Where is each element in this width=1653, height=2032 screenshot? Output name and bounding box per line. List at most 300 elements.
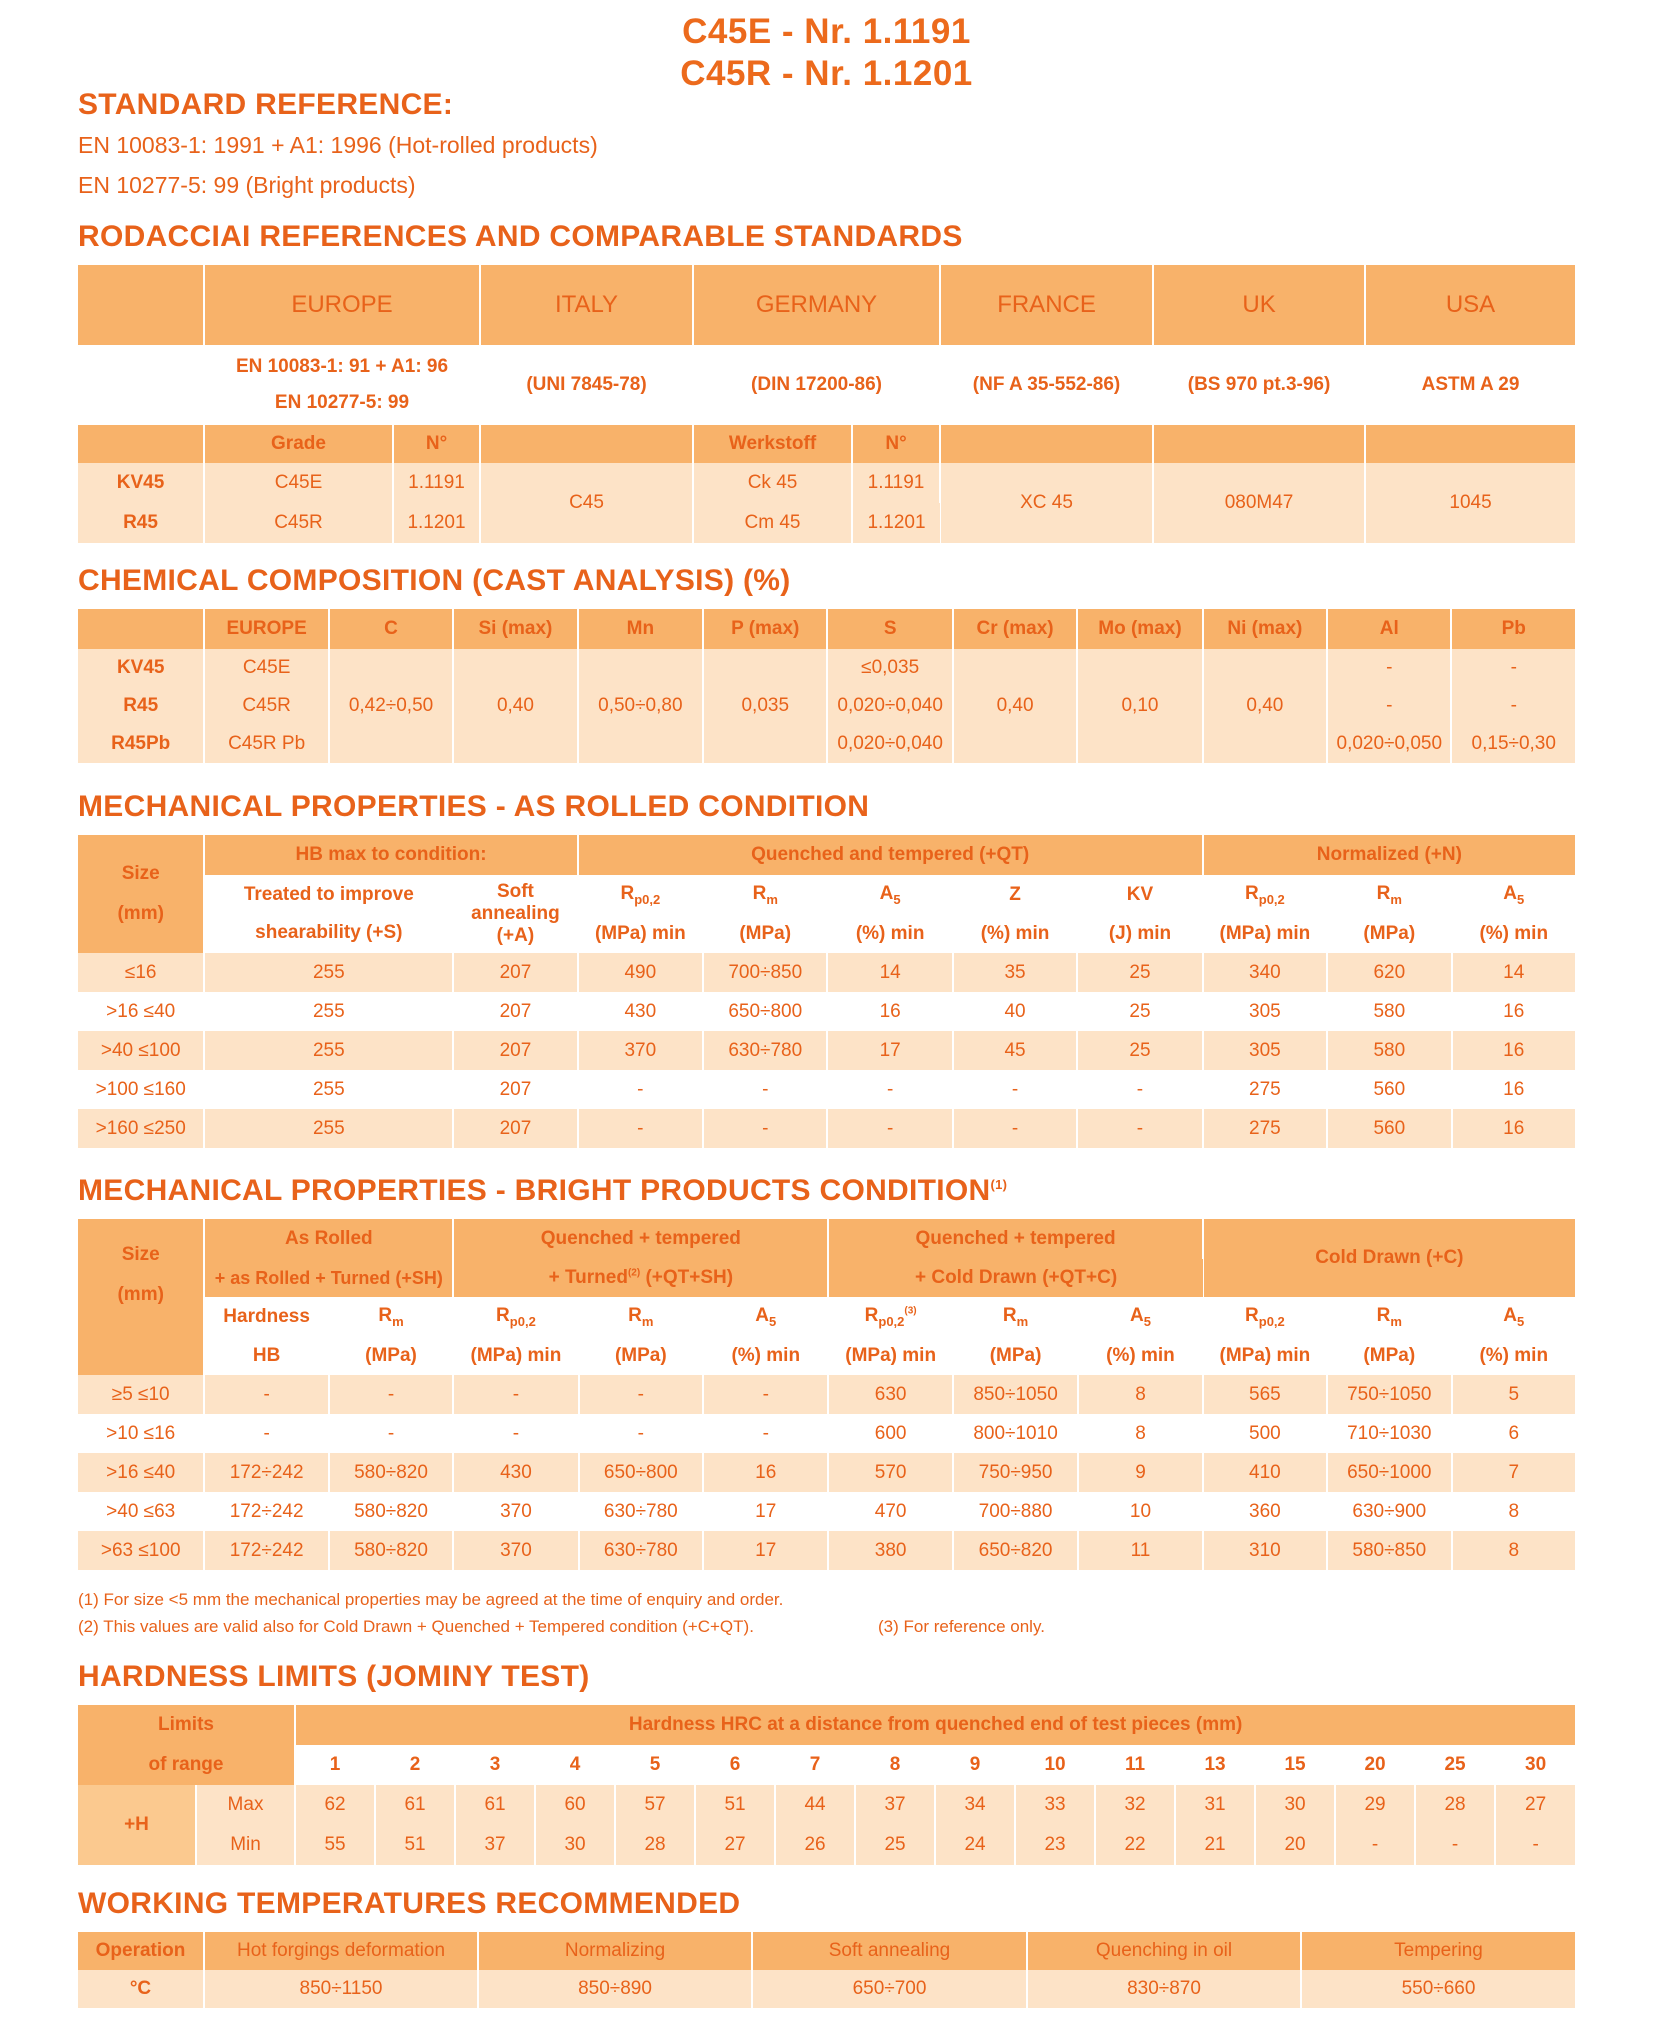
value-cell: 630÷780 (579, 1492, 703, 1531)
hrc-min-cell: - (1532, 1834, 1539, 1855)
distance-cell: 6 (695, 1745, 775, 1785)
value-cell: 275 (1203, 1109, 1327, 1148)
table-row (78, 1031, 1575, 1070)
value-cell: 560 (1327, 1070, 1451, 1109)
value-cell: 580 (1327, 1031, 1451, 1070)
hrc-min-cell: - (1335, 1825, 1415, 1865)
chem-header: Mo (max) (1077, 609, 1202, 649)
chem-header: P (max) (703, 609, 827, 649)
sub-header-werkstoff: Werkstoff (693, 425, 852, 463)
value-cell: 430 (453, 1453, 578, 1492)
lead-value: 0,15÷0,30 (1471, 733, 1556, 754)
value-cell: 255 (204, 1031, 453, 1070)
group-qt-turned-sub: + Turned$^{(2)}$ (+QT+SH) (453, 1259, 828, 1297)
size-cell: ≥5 ≤10 (78, 1375, 204, 1414)
value-cell: 17 (703, 1492, 828, 1531)
col-rm: $R_m$ (329, 1297, 453, 1337)
operation-cell: Soft annealing (752, 1932, 1027, 1970)
value-cell: 700÷850 (703, 953, 827, 992)
limits-label: Limits (158, 1714, 214, 1735)
value-cell: 380 (828, 1531, 952, 1570)
value-cell: 630÷780 (579, 1531, 703, 1570)
col-a5: $A_5$ (1078, 1297, 1202, 1337)
uk-standard: (BS 970 pt.3-96) (1153, 345, 1365, 425)
value-cell: 17 (703, 1531, 828, 1570)
value-cell: 255 (204, 1070, 453, 1109)
value-cell: 7 (1508, 1461, 1520, 1483)
unit-celsius: °C (78, 1970, 204, 2008)
value-cell: 207 (453, 992, 577, 1031)
jominy-table (78, 1705, 1575, 1865)
hrc-max-cell: 32 (1095, 1785, 1175, 1825)
value-cell: 207 (453, 1070, 577, 1109)
col-rp: $R_{p0,2}$ (578, 875, 703, 915)
value-cell: 410 (1203, 1453, 1327, 1492)
size-cell: ≤16 (78, 953, 204, 992)
value-cell: 620 (1327, 953, 1451, 992)
value-cell: - (953, 1070, 1077, 1109)
distance-cell: 11 (1095, 1745, 1175, 1785)
value-cell: 800÷1010 (953, 1414, 1078, 1453)
grade-cell: C45R (204, 503, 393, 543)
value-cell: 580 (1327, 992, 1451, 1031)
uk-grade: 080M47 (1153, 463, 1365, 543)
value-cell: 500 (1203, 1414, 1327, 1453)
unit-label: HB (204, 1337, 328, 1375)
value-cell: - (827, 1070, 952, 1109)
value-cell: 650÷1000 (1327, 1453, 1451, 1492)
chem-header: S (827, 609, 952, 649)
value-cell: 8 (1078, 1414, 1202, 1453)
max-label: Max (196, 1785, 295, 1825)
unit-label: (MPa) (579, 1337, 703, 1375)
sulfur-value: ≤0,035 (827, 649, 952, 687)
value-cell: - (329, 1414, 453, 1453)
europe-grade: C45R Pb (204, 725, 328, 763)
value-cell: - (453, 1414, 578, 1453)
value-cell: 25 (1077, 953, 1202, 992)
group-normalized: Normalized (+N) (1316, 844, 1462, 865)
jominy-min-row (78, 1825, 1575, 1865)
rodacciai-ref: R45Pb (78, 725, 204, 763)
lead-value: - (1510, 695, 1517, 716)
lead-value: - (1510, 657, 1517, 678)
mech-bright-rows (78, 1375, 1575, 1570)
value-cell: 10 (1078, 1492, 1202, 1531)
chem-header: Si (max) (453, 609, 577, 649)
value-cell: 172÷242 (204, 1531, 328, 1570)
unit-label: (MPa) (1327, 1337, 1451, 1375)
value-cell: 25 (1077, 992, 1202, 1031)
size-cell: >16 ≤40 (78, 992, 204, 1031)
value-cell: 580÷820 (329, 1492, 453, 1531)
hrc-min-cell: 51 (375, 1825, 455, 1865)
distance-cell: 10 (1015, 1745, 1095, 1785)
value-cell: 600 (828, 1414, 952, 1453)
section-title-mech-bright: MECHANICAL PROPERTIES - BRIGHT PRODUCTS CONDITION$^{(1)}$ (78, 1174, 1008, 1207)
value-cell: 17 (827, 1031, 952, 1070)
col-rp: $R_{p0,2}$ (1203, 875, 1327, 915)
standard-line: EN 10083-1: 1991 + A1: 1996 (Hot-rolled products) (78, 132, 598, 158)
operation-cell: Tempering (1394, 1940, 1483, 1961)
value-cell: 580÷820 (329, 1453, 453, 1492)
size-cell: >10 ≤16 (78, 1414, 204, 1453)
hrc-max-cell: 51 (695, 1785, 775, 1825)
value-cell: - (703, 1375, 828, 1414)
page-title-line1: C45E - Nr. 1.1191 (682, 12, 971, 51)
chem-header: Mn (578, 609, 703, 649)
distance-cell: 1 (295, 1745, 375, 1785)
value-cell: - (329, 1375, 453, 1414)
limits-label: of range (148, 1754, 224, 1775)
distance-cell: 8 (855, 1745, 935, 1785)
unit-label: (%) min (703, 1337, 828, 1375)
hrc-min-cell: 30 (535, 1825, 615, 1865)
min-label: Min (196, 1825, 295, 1865)
value-cell: 305 (1203, 992, 1327, 1031)
group-qt: Quenched and tempered (+QT) (578, 835, 1203, 875)
hrc-min-cell: 21 (1175, 1825, 1255, 1865)
value-cell: 360 (1203, 1492, 1327, 1531)
value-cell: 340 (1203, 953, 1327, 992)
group-qt-turned: Quenched + tempered (453, 1219, 828, 1259)
unit-label: (MPa) min (578, 915, 703, 953)
mech-rolled-table (78, 835, 1575, 1148)
value-cell: - (578, 1109, 703, 1148)
europe-standard: EN 10277-5: 99 (274, 392, 410, 413)
hrc-min-cell: 27 (695, 1825, 775, 1865)
value-cell: - (453, 1375, 578, 1414)
unit-label: (%) min (1479, 923, 1549, 944)
size-unit: (mm) (117, 903, 164, 924)
mech-bright-table (78, 1219, 1575, 1570)
distance-cell: 13 (1175, 1745, 1255, 1785)
value-cell: 750÷1050 (1327, 1375, 1451, 1414)
hrc-max-cell: 62 (295, 1785, 375, 1825)
number-cell: 1.1201 (393, 503, 480, 543)
section-title-comparable: RODACCIAI REFERENCES AND COMPARABLE STANDARDS (78, 220, 963, 253)
hrc-min-cell: 37 (455, 1825, 535, 1865)
werkstoff-cell: Ck 45 (693, 463, 852, 503)
value-cell: 25 (1077, 1031, 1202, 1070)
hrc-min-cell: 28 (615, 1825, 695, 1865)
table-row (78, 1453, 1575, 1492)
value-cell: 8 (1508, 1500, 1520, 1522)
hrc-max-cell: 27 (1525, 1794, 1547, 1815)
size-cell: >63 ≤100 (78, 1531, 204, 1570)
rodacciai-ref: R45 (78, 503, 204, 543)
europe-grade: C45E (204, 649, 328, 687)
nickel-value: 0,40 (1203, 649, 1327, 763)
col-rm: $R_m$ (579, 1297, 703, 1337)
col-rp: $R_{p0,2}$ (1203, 1297, 1327, 1337)
section-title-standard: STANDARD REFERENCE: (78, 88, 454, 121)
size-cell: >16 ≤40 (78, 1453, 204, 1492)
value-cell: 370 (578, 1031, 703, 1070)
value-cell: 14 (1503, 961, 1525, 983)
value-cell: 305 (1203, 1031, 1327, 1070)
rodacciai-ref: R45 (78, 687, 204, 725)
col-kv: KV (1077, 875, 1202, 915)
value-cell: 850÷1050 (953, 1375, 1078, 1414)
col-rp: $R_{p0,2}$ (453, 1297, 578, 1337)
unit-label: (%) min (1078, 1337, 1202, 1375)
value-cell: 35 (953, 953, 1077, 992)
unit-label: (J) min (1077, 915, 1202, 953)
molybdenum-value: 0,10 (1077, 649, 1202, 763)
temperature-cell: 850÷1150 (204, 1970, 478, 2008)
soft-annealing-label: Soft (496, 881, 534, 902)
unit-label: (MPa) (1327, 915, 1451, 953)
value-cell: 560 (1327, 1109, 1451, 1148)
unit-label: (MPa) (329, 1337, 453, 1375)
section-title-chemical: CHEMICAL COMPOSITION (CAST ANALYSIS) (%) (78, 564, 791, 597)
value-cell: 570 (828, 1453, 952, 1492)
value-cell: - (1077, 1109, 1202, 1148)
value-cell: 6 (1508, 1422, 1520, 1444)
section-title-jominy: HARDNESS LIMITS (JOMINY TEST) (78, 1660, 590, 1693)
soft-annealing-label: (+A) (496, 925, 535, 946)
group-hb: HB max to condition: (204, 835, 577, 875)
value-cell: 470 (828, 1492, 952, 1531)
value-cell: 255 (204, 953, 453, 992)
unit-label: (%) min (953, 915, 1077, 953)
usa-standard: ASTM A 29 (1421, 374, 1520, 395)
unit-label: (MPa) (953, 1337, 1078, 1375)
sulfur-value: 0,020÷0,040 (827, 687, 952, 725)
temperature-cell: 850÷890 (478, 1970, 752, 2008)
region-germany: GERMANY (693, 265, 940, 345)
hrc-min-cell: 24 (935, 1825, 1015, 1865)
value-cell: 580÷850 (1327, 1531, 1451, 1570)
chem-header: Pb (1501, 618, 1526, 639)
group-qt-cold-drawn: Quenched + tempered (828, 1219, 1202, 1259)
distance-cell: 3 (455, 1745, 535, 1785)
distance-cell: 25 (1415, 1745, 1495, 1785)
value-cell: 630÷900 (1327, 1492, 1451, 1531)
col-a5: $A_5$ (1503, 1305, 1525, 1329)
value-cell: 45 (953, 1031, 1077, 1070)
hrc-max-cell: 30 (1255, 1785, 1335, 1825)
value-cell: 207 (453, 953, 577, 992)
distance-cell: 30 (1525, 1754, 1547, 1775)
hrc-max-cell: 61 (375, 1785, 455, 1825)
region-italy: ITALY (480, 265, 693, 345)
value-cell: 565 (1203, 1375, 1327, 1414)
group-cold-drawn: Cold Drawn (+C) (1315, 1247, 1464, 1268)
unit-label: (MPa) min (1203, 915, 1327, 953)
region-uk: UK (1153, 265, 1365, 345)
value-cell: 172÷242 (204, 1453, 328, 1492)
chem-header: Al (1327, 609, 1451, 649)
value-cell: 16 (703, 1453, 828, 1492)
value-cell: 14 (827, 953, 952, 992)
col-hardness: Hardness (204, 1297, 328, 1337)
value-cell: - (579, 1414, 703, 1453)
operation-label: Operation (78, 1932, 204, 1970)
aluminium-value: 0,020÷0,050 (1327, 725, 1451, 763)
hrc-max-cell: 37 (855, 1785, 935, 1825)
table-row (78, 1375, 1575, 1414)
chem-header: Ni (max) (1203, 609, 1327, 649)
temperature-cell: 650÷700 (752, 1970, 1027, 2008)
number-cell: 1.1191 (393, 463, 480, 503)
value-cell: 16 (1503, 1078, 1525, 1100)
col-a5: $A_5$ (1503, 883, 1525, 907)
h-label: +H (78, 1785, 196, 1865)
value-cell: 255 (204, 1109, 453, 1148)
value-cell: - (1077, 1070, 1202, 1109)
jominy-distances (78, 1745, 1575, 1785)
value-cell: - (579, 1375, 703, 1414)
footnote: (1) For size <5 mm the mechanical properties may be agreed at the time of enquiry and order. (78, 1590, 784, 1609)
distance-cell: 15 (1255, 1745, 1335, 1785)
aluminium-value: - (1327, 687, 1451, 725)
value-cell: 207 (453, 1031, 577, 1070)
col-rp: $R_{p0,2}^{(3)}$ (828, 1297, 952, 1337)
col-rm: $R_m$ (953, 1297, 1078, 1337)
sub-header-number: N° (393, 425, 480, 463)
working-operations-row (78, 1932, 1575, 1970)
italy-standard: (UNI 7845-78) (480, 345, 693, 425)
distance-cell: 5 (615, 1745, 695, 1785)
value-cell: 710÷1030 (1327, 1414, 1451, 1453)
mech-rolled-rows (78, 953, 1575, 1148)
value-cell: 16 (1503, 1000, 1525, 1022)
operation-cell: Quenching in oil (1027, 1932, 1301, 1970)
chem-header: EUROPE (204, 609, 328, 649)
working-temps-row (78, 1970, 1575, 2008)
value-cell: 650÷800 (579, 1453, 703, 1492)
table-row (78, 953, 1575, 992)
size-cell: >100 ≤160 (78, 1070, 204, 1109)
silicon-value: 0,40 (453, 649, 577, 763)
value-cell: 750÷950 (953, 1453, 1078, 1492)
table-row (78, 992, 1575, 1031)
france-standard: (NF A 35-552-86) (940, 345, 1153, 425)
value-cell: 16 (1503, 1117, 1525, 1139)
unit-label: (%) min (1479, 1345, 1549, 1366)
col-rm: $R_m$ (703, 875, 827, 915)
table-row (78, 1070, 1575, 1109)
region-france: FRANCE (940, 265, 1153, 345)
value-cell: - (953, 1109, 1077, 1148)
section-title-working: WORKING TEMPERATURES RECOMMENDED (78, 1887, 741, 1920)
hrc-max-cell: 29 (1335, 1785, 1415, 1825)
hrc-min-cell: 26 (775, 1825, 855, 1865)
value-cell: 40 (953, 992, 1077, 1031)
jominy-header: Hardness HRC at a distance from quenched end of test pieces (mm) (628, 1714, 1243, 1735)
distance-cell: 7 (775, 1745, 855, 1785)
number-cell: 1.1201 (867, 512, 926, 533)
distance-cell: 20 (1335, 1745, 1415, 1785)
value-cell: 370 (453, 1492, 578, 1531)
group-as-rolled-sub: + as Rolled + Turned (+SH) (204, 1259, 453, 1297)
region-usa: USA (1445, 291, 1496, 318)
value-cell: 310 (1203, 1531, 1327, 1570)
value-cell: 275 (1203, 1070, 1327, 1109)
chemical-composition-table (78, 609, 1575, 763)
chromium-value: 0,40 (953, 649, 1077, 763)
size-label: Size (121, 863, 160, 884)
value-cell: - (578, 1070, 703, 1109)
size-unit: (mm) (117, 1284, 164, 1305)
werkstoff-cell: Cm 45 (693, 503, 852, 543)
chem-header: Cr (max) (953, 609, 1077, 649)
hrc-min-cell: 55 (295, 1825, 375, 1865)
hrc-max-cell: 34 (935, 1785, 1015, 1825)
chem-header: C (329, 609, 453, 649)
value-cell: 370 (453, 1531, 578, 1570)
value-cell: 16 (1503, 1039, 1525, 1061)
value-cell: 11 (1078, 1531, 1202, 1570)
value-cell: 490 (578, 953, 703, 992)
size-cell: >160 ≤250 (78, 1109, 204, 1148)
hrc-max-cell: 31 (1175, 1785, 1255, 1825)
size-cell: >40 ≤100 (78, 1031, 204, 1070)
unit-label: (%) min (827, 915, 952, 953)
col-a5: $A_5$ (827, 875, 952, 915)
region-europe: EUROPE (204, 265, 480, 345)
treated-label: shearability (+S) (255, 922, 403, 943)
rodacciai-ref: KV45 (78, 463, 204, 503)
value-cell: 580÷820 (329, 1531, 453, 1570)
germany-standard: (DIN 17200-86) (693, 345, 940, 425)
size-label: Size (121, 1244, 160, 1265)
unit-label: (MPa) min (453, 1337, 578, 1375)
value-cell: 430 (578, 992, 703, 1031)
phosphorus-value: 0,035 (703, 649, 827, 763)
value-cell: - (703, 1414, 828, 1453)
table-row (78, 1492, 1575, 1531)
value-cell: 16 (827, 992, 952, 1031)
france-grade: XC 45 (940, 463, 1153, 543)
value-cell: 9 (1078, 1453, 1202, 1492)
hrc-max-cell: 28 (1415, 1785, 1495, 1825)
soft-annealing-label: annealing (471, 903, 560, 924)
value-cell: - (204, 1414, 328, 1453)
operation-cell: Hot forgings deformation (204, 1932, 478, 1970)
treated-label: Treated to improve (243, 884, 414, 905)
hrc-min-cell: - (1415, 1825, 1495, 1865)
jominy-max-row (78, 1785, 1575, 1825)
value-cell: 630÷780 (703, 1031, 827, 1070)
europe-grade: C45R (204, 687, 328, 725)
table-row (78, 1531, 1575, 1570)
comparable-standards-table (78, 265, 1575, 543)
table-row (78, 1109, 1575, 1148)
sub-header-grade: Grade (204, 425, 393, 463)
italy-grade: C45 (480, 463, 693, 543)
value-cell: 650÷800 (703, 992, 827, 1031)
carbon-value: 0,42÷0,50 (329, 649, 453, 763)
distance-cell: 4 (535, 1745, 615, 1785)
aluminium-value: - (1327, 649, 1451, 687)
rodacciai-ref: KV45 (78, 649, 204, 687)
group-qt-cold-drawn-sub: + Cold Drawn (+QT+C) (914, 1267, 1118, 1288)
working-temperatures-table (78, 1932, 1575, 2008)
value-cell: 700÷880 (953, 1492, 1078, 1531)
unit-label: (MPa) min (828, 1337, 952, 1375)
value-cell: 5 (1508, 1383, 1520, 1405)
value-cell: 255 (204, 992, 453, 1031)
page-title-line2: C45R - Nr. 1.1201 (680, 54, 973, 93)
standard-line: EN 10277-5: 99 (Bright products) (78, 172, 416, 198)
value-cell: 8 (1508, 1539, 1520, 1561)
value-cell: 207 (453, 1109, 577, 1148)
temperature-cell: 830÷870 (1027, 1970, 1301, 2008)
unit-label: (MPa) min (1203, 1337, 1327, 1375)
